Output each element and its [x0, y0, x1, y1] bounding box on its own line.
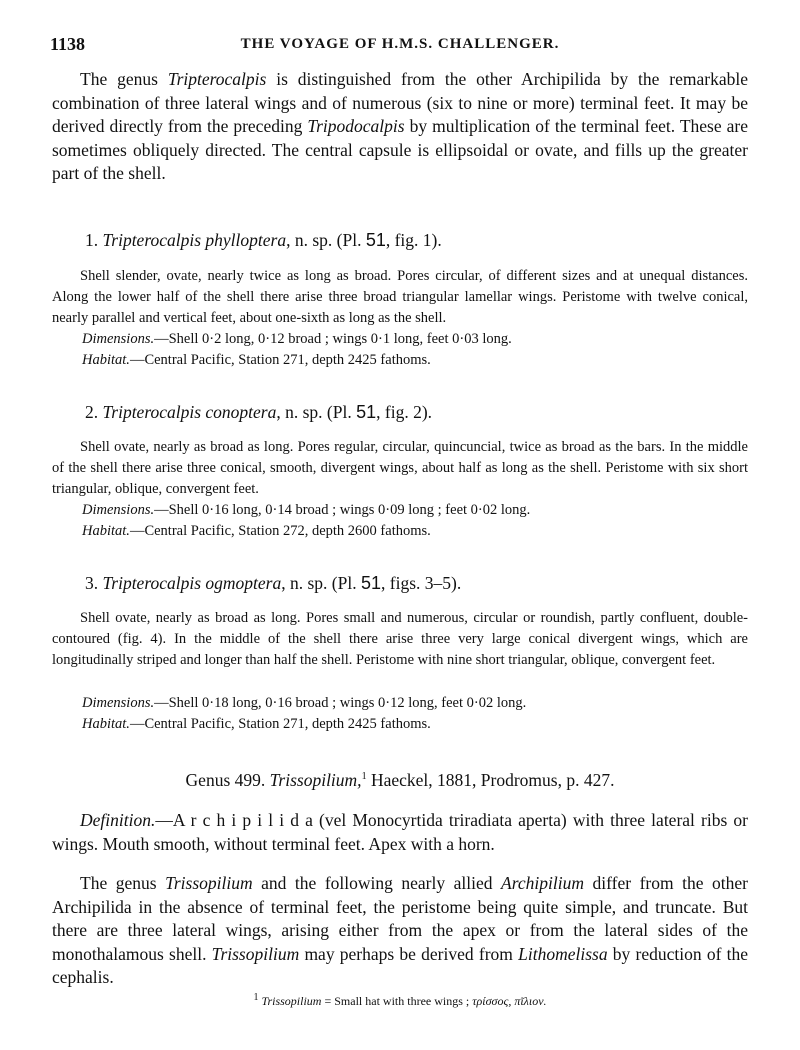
species-number: 2.: [85, 402, 99, 422]
figure-ref: , fig. 1).: [385, 230, 442, 250]
dimensions-label: Dimensions.: [82, 331, 155, 347]
closing-text-5: by reduction of the cephalis.: [52, 943, 749, 987]
genus-suffix: Haeckel, 1881, Prodromus, p. 427.: [366, 770, 615, 790]
habitat-value: —Central Pacific, Station 272, depth 2600 fathoms.: [129, 523, 431, 539]
dimensions-value: —Shell 0·18 long, 0·16 broad ; wings 0·12 long, feet 0·02 long.: [154, 695, 527, 711]
species-sp: , n. sp. (Pl.: [276, 402, 357, 422]
species-number: 3.: [85, 573, 99, 593]
species-dimensions: [82, 502, 530, 519]
closing-genus-1: Trissopilium: [165, 873, 253, 893]
species-dimensions: [82, 331, 512, 348]
closing-text-2: and the following nearly allied: [252, 873, 502, 893]
habitat-label: Habitat.: [82, 523, 130, 539]
genus-prefix: Genus 499.: [185, 770, 270, 790]
footnote-greek: τρίσσος, πῖλιον.: [472, 994, 547, 1008]
species-sp: , n. sp. (Pl.: [281, 573, 361, 593]
species-sp: , n. sp. (Pl.: [286, 230, 366, 250]
definition-paragraph: [52, 809, 748, 856]
footnote: [0, 992, 800, 1009]
closing-text-3: differ from the other Archipilida in the absence of terminal feet, the peristome being quite simple, and truncate. But there are three lateral wings, arising either from the apex or from the lateral sides of the monothalamous shell.: [52, 873, 748, 964]
running-title: THE VOYAGE OF H.M.S. CHALLENGER.: [240, 36, 560, 52]
species-description: Shell slender, ovate, nearly twice as long as broad. Pores circular, of different sizes and at unequal distances. Along the lower half of the shell there arise three broad triangular lamellar wings. Peristome with twelve conical, nearly parallel and vertical feet, about one-sixth as long as the shell.: [52, 268, 748, 326]
closing-genus-4: Lithomelissa: [518, 943, 608, 964]
footnote-text: = Small hat with three wings ;: [321, 994, 473, 1008]
species-heading: [85, 230, 442, 251]
habitat-label: Habitat.: [82, 352, 130, 368]
intro-genus-2: Tripodocalpis: [307, 116, 405, 136]
species-number: 1.: [85, 230, 99, 250]
page-number: 1138: [50, 34, 86, 54]
species-name: Tripterocalpis phylloptera: [102, 230, 287, 250]
intro-text-1: The genus: [80, 69, 168, 89]
habitat-value: —Central Pacific, Station 271, depth 2425 fathoms.: [129, 716, 431, 732]
species-habitat: [82, 716, 431, 733]
species-heading: [85, 402, 432, 423]
closing-text-1: The genus: [80, 873, 166, 893]
species-habitat: [82, 523, 431, 540]
figure-ref: , figs. 3–5).: [381, 573, 462, 593]
footnote-number: 1: [253, 992, 259, 1003]
plate-number: 51: [365, 230, 386, 250]
intro-paragraph: [52, 68, 748, 186]
species-name: Tripterocalpis ogmoptera: [102, 573, 282, 593]
intro-text-2: is distinguished from the other Archipilida by the remarkable combination of three lateral wings and of numerous (six to nine or more) terminal feet. It may be derived directly from the preceding: [52, 69, 748, 136]
species-description: Shell ovate, nearly as broad as long. Pores regular, circular, quincuncial, twice as broad as the bars. In the middle of the shell there arise three conical, smooth, divergent wings, about half as long as the shell. Peristome with six short triangular, oblique, convergent feet.: [52, 439, 748, 497]
genus-name: Trissopilium,: [269, 770, 362, 790]
closing-genus-3: Trissopilium: [211, 943, 300, 964]
dimensions-value: —Shell 0·2 long, 0·12 broad ; wings 0·1 long, feet 0·03 long.: [154, 331, 512, 347]
dimensions-label: Dimensions.: [82, 695, 155, 711]
species-description: Shell ovate, nearly as broad as long. Pores small and numerous, circular or roundish, partly confluent, double-contoured (fig. 4). In the middle of the shell there arise three very large conical divergent wings, which are longitudinally striped and longer than half the shell. Peristome with nine short triangular, oblique, convergent feet.: [52, 610, 748, 668]
intro-genus: Tripterocalpis: [167, 69, 267, 89]
species-dimensions: [82, 695, 526, 712]
plate-number: 51: [356, 402, 377, 422]
closing-genus-2: Archipilium: [501, 873, 585, 893]
habitat-label: Habitat.: [82, 716, 130, 732]
plate-number: 51: [360, 573, 381, 593]
definition-text: —A r c h i p i l i d a (vel Monocyrtida triradiata aperta) with three lateral ribs or wings. Mouth smooth, without terminal feet. Apex with a horn.: [52, 810, 748, 854]
species-habitat: [82, 352, 431, 369]
species-heading: [85, 573, 461, 594]
figure-ref: , fig. 2).: [376, 402, 433, 422]
page-header: [50, 34, 750, 58]
habitat-value: —Central Pacific, Station 271, depth 2425 fathoms.: [129, 352, 431, 368]
definition-label: Definition.: [80, 810, 156, 830]
species-name: Tripterocalpis conoptera: [102, 402, 277, 422]
intro-text-3: by multiplication of the terminal feet. These are sometimes obliquely directed. The central capsule is ellipsoidal or ovate, and fills up the greater part of the shell.: [52, 116, 749, 183]
dimensions-value: —Shell 0·16 long, 0·14 broad ; wings 0·09 long ; feet 0·02 long.: [154, 502, 531, 518]
genus-heading: [0, 770, 800, 791]
dimensions-label: Dimensions.: [82, 502, 155, 518]
footnote-term: Trissopilium: [261, 994, 322, 1008]
footnote-mark: 1: [361, 771, 367, 783]
closing-paragraph: [52, 872, 748, 990]
closing-text-4: may perhaps be derived from: [299, 943, 519, 964]
